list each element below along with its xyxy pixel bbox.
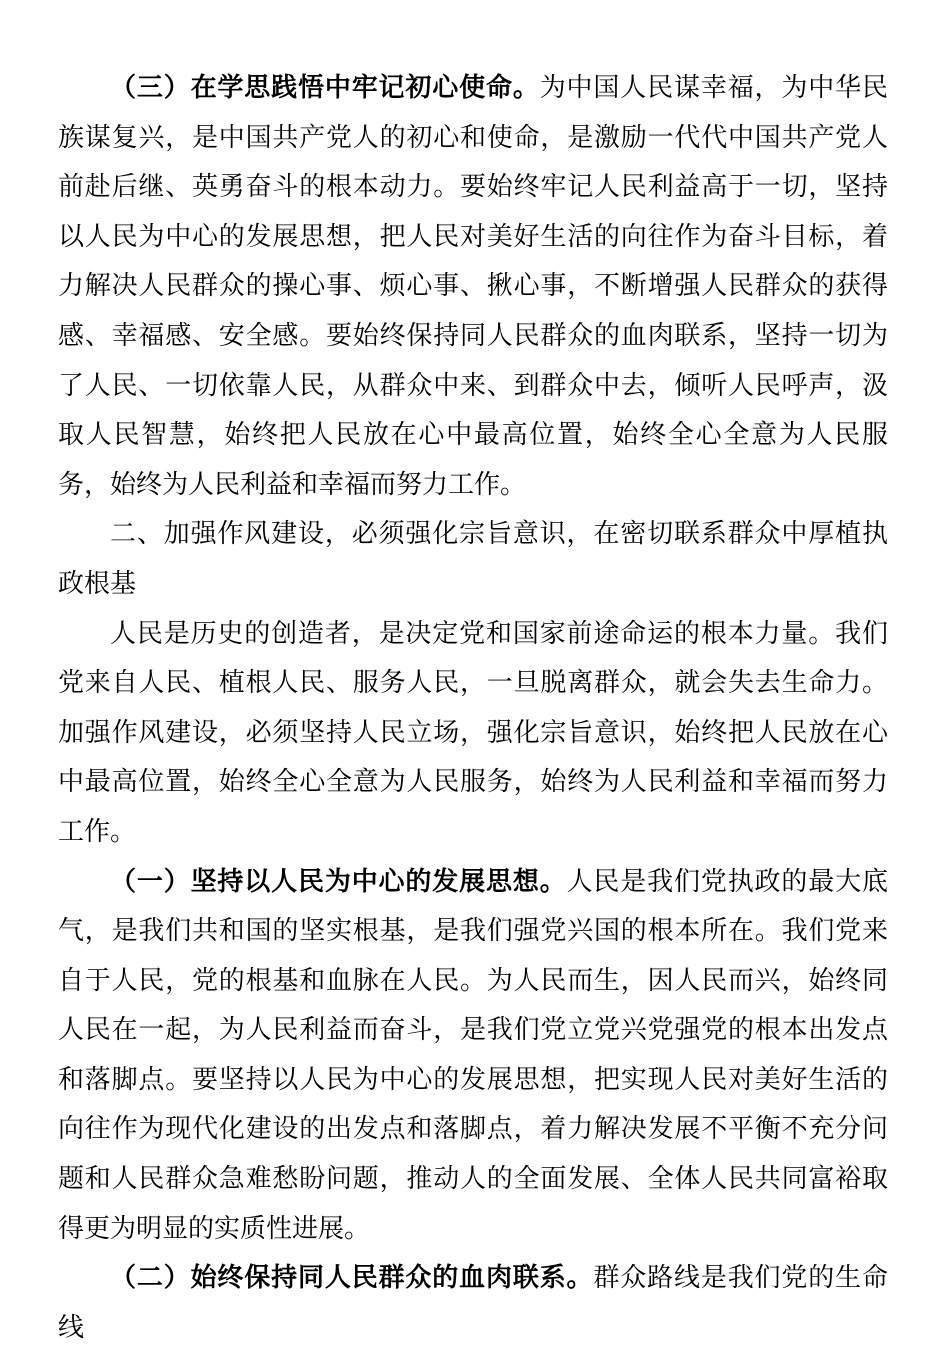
paragraph-heading: （二）始终保持同人民群众的血肉联系。	[110, 1263, 594, 1294]
paragraph-text: 群众路线是我们党的生命线	[58, 1263, 888, 1343]
paragraph-people-creators	[58, 610, 888, 858]
paragraph-text: 人民是我们党执政的最大底气，是我们共和国的坚实根基，是我们强党兴国的根本所在。我们党来自于人民，党的根基和血脉在人民。为人民而生，因人民而兴，始终同人民在一起，为人民利益而奋斗，是我们党立党兴党强党的根本出发点和落脚点。要坚持以人民为中心的发展思想，把实现人民对美好生活的向往作为现代化建设的出发点和落脚点，着力解决发展不平衡不充分问题和人民群众急难愁盼问题，推动人的全面发展、全体人民共同富裕取得更为明显的实质性进展。	[58, 866, 888, 1244]
paragraph-text: 为中国人民谋幸福，为中华民族谋复兴，是中国共产党人的初心和使命，是激励一代代中国共产党人前赴后继、英勇奋斗的根本动力。要始终牢记人民利益高于一切，坚持以人民为中心的发展思想，把人民对美好生活的向往作为奋斗目标，着力解决人民群众的操心事、烦心事、揪心事，不断增强人民群众的获得感、幸福感、安全感。要始终保持同人民群众的血肉联系，坚持一切为了人民、一切依靠人民，从群众中来、到群众中去，倾听人民呼声，汲取人民智慧，始终把人民放在心中最高位置，始终全心全意为人民服务，始终为人民利益和幸福而努力工作。	[58, 73, 888, 500]
section-heading-two	[58, 510, 888, 609]
paragraph-text: 人民是历史的创造者，是决定党和国家前途命运的根本力量。我们党来自人民、植根人民、服务人民，一旦脱离群众，就会失去生命力。加强作风建设，必须坚持人民立场，强化宗旨意识，始终把人民放在心中最高位置，始终全心全意为人民服务，始终为人民利益和幸福而努力工作。	[58, 618, 888, 847]
paragraph-initial-mission	[58, 64, 888, 510]
section-heading-text: 二、加强作风建设，必须强化宗旨意识，在密切联系群众中厚植执政根基	[58, 519, 888, 599]
paragraph-people-centered	[58, 858, 888, 1255]
paragraph-heading: （三）在学思践悟中牢记初心使命。	[110, 73, 540, 103]
document-page	[58, 64, 888, 1353]
paragraph-heading: （一）坚持以人民为中心的发展思想。	[110, 866, 567, 897]
paragraph-mass-line	[58, 1254, 888, 1353]
